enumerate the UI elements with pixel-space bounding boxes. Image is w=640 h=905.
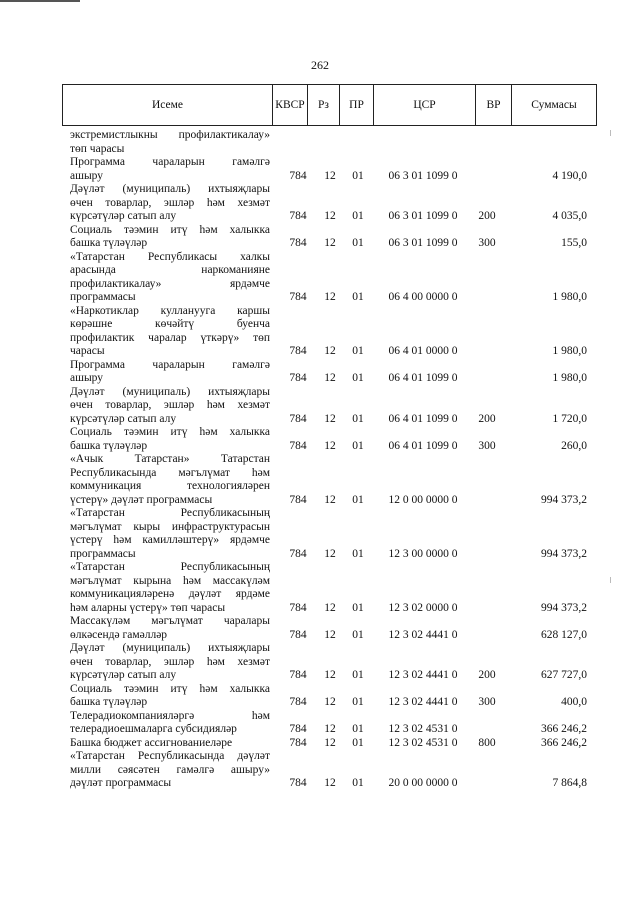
row-name-line: Телерадиокомпанияләргә һәм (70, 709, 270, 722)
row-name-line: өчен товарлар, эшләр һәм хезмәт (70, 399, 270, 411)
row-rz: 12 (324, 345, 336, 357)
row-name-line: мәгълүмат кыры инфраструктурасын (70, 520, 270, 533)
row-name-line: күрсәтүләр сатып алу (70, 210, 177, 222)
row-kbcp: 784 (289, 777, 307, 789)
row-sum: 1 720,0 (552, 412, 587, 425)
row-sum: 994 373,2 (541, 601, 587, 614)
margin-mark (610, 577, 611, 583)
row-name-line: коммуникация технологияләрен (70, 480, 270, 492)
row-name-line: дәүләт программасы (70, 777, 172, 789)
row-pr: 01 (352, 237, 364, 249)
row-name-line: профилактикалау» ярдәмче (70, 277, 270, 290)
row-name-line: «Татарстан Республикасының (70, 561, 270, 573)
row-rz: 12 (324, 628, 336, 641)
row-name-line: башка түләүләр (70, 237, 148, 249)
row-name-line: ашыру (70, 372, 104, 384)
row-kbcp: 784 (289, 291, 307, 303)
row-sum: 1 980,0 (552, 345, 587, 357)
row-rz: 12 (324, 412, 336, 425)
row-vr: 200 (478, 669, 496, 681)
row-csr: 12 3 02 4531 0 (388, 736, 458, 749)
row-name-line: Республикасында мәгълүмат һәм (70, 466, 270, 479)
row-csr: 06 4 01 0000 0 (388, 345, 458, 357)
row-pr: 01 (352, 669, 364, 681)
row-pr: 01 (352, 345, 364, 357)
row-name-line: мәгълүмат кырына һәм массакүләм (70, 574, 270, 587)
row-sum: 627 727,0 (541, 669, 587, 681)
row-pr: 01 (352, 547, 364, 560)
row-name-line: күрсәтүләр сатып алу (70, 412, 177, 425)
row-kbcp: 784 (289, 493, 307, 506)
header-csr: ЦСР (374, 85, 476, 125)
row-name-line: милли сәясәтен гамәлгә ашыру» (70, 763, 270, 776)
row-name-line: «Татарстан Республикасы халкы (70, 250, 270, 263)
row-rz: 12 (324, 372, 336, 384)
row-name-line: «Ачык Татарстан» Татарстан (70, 453, 270, 465)
header-pr: ПР (340, 85, 374, 125)
row-name-line: төп чарасы (70, 142, 125, 155)
row-csr: 12 3 02 4441 0 (388, 696, 458, 708)
row-kbcp: 784 (289, 439, 307, 452)
row-rz: 12 (324, 210, 336, 222)
row-name-line: «Татарстан Республикасында дәүләт (70, 750, 270, 762)
row-rz: 12 (324, 736, 336, 749)
row-kbcp: 784 (289, 696, 307, 708)
row-name-line: программасы (70, 291, 136, 303)
row-kbcp: 784 (289, 669, 307, 681)
row-sum: 7 864,8 (552, 777, 587, 789)
row-sum: 366 246,2 (541, 736, 587, 749)
row-sum: 994 373,2 (541, 547, 587, 560)
row-pr: 01 (352, 736, 364, 749)
row-vr: 300 (478, 237, 496, 249)
row-sum: 4 190,0 (552, 169, 587, 182)
row-name-line: үстерү» дәүләт программасы (70, 493, 213, 506)
row-csr: 06 3 01 1099 0 (388, 210, 458, 222)
row-sum: 628 127,0 (541, 628, 587, 641)
header-rz: Рз (308, 85, 340, 125)
row-pr: 01 (352, 601, 364, 614)
row-name-line: ашыру (70, 169, 104, 182)
row-name-line: Дәүләт (муниципаль) ихтыяҗлары (70, 183, 270, 195)
row-kbcp: 784 (289, 601, 307, 614)
row-name-line: Социаль тәэмин итү һәм халыкка (70, 223, 270, 236)
row-vr: 300 (478, 696, 496, 708)
row-name-line: башка түләүләр (70, 439, 148, 452)
row-csr: 06 4 00 0000 0 (388, 291, 458, 303)
row-pr: 01 (352, 412, 364, 425)
row-rz: 12 (324, 169, 336, 182)
row-pr: 01 (352, 291, 364, 303)
row-pr: 01 (352, 696, 364, 708)
row-name-line: үстерү һәм камилләштерү» ярдәмче (70, 534, 270, 546)
row-sum: 366 246,2 (541, 723, 587, 735)
row-rz: 12 (324, 493, 336, 506)
row-sum: 1 980,0 (552, 372, 587, 384)
row-csr: 12 3 02 4441 0 (388, 628, 458, 641)
row-pr: 01 (352, 169, 364, 182)
row-kbcp: 784 (289, 412, 307, 425)
row-name-line: башка түләүләр (70, 696, 148, 708)
row-vr: 200 (478, 210, 496, 222)
row-name-line: Социаль тәэмин итү һәм халыкка (70, 682, 270, 695)
row-vr: 800 (478, 736, 496, 749)
row-kbcp: 784 (289, 345, 307, 357)
row-name-line: Программа чараларын гамәлгә (70, 156, 270, 168)
row-name-line: һәм аларны үстерү» төп чарасы (70, 601, 226, 614)
row-vr: 200 (478, 412, 496, 425)
header-name: Исеме (63, 85, 273, 125)
row-rz: 12 (324, 696, 336, 708)
row-kbcp: 784 (289, 237, 307, 249)
row-pr: 01 (352, 628, 364, 641)
row-pr: 01 (352, 372, 364, 384)
row-sum: 260,0 (561, 439, 587, 452)
row-sum: 4 035,0 (552, 210, 587, 222)
row-kbcp: 784 (289, 628, 307, 641)
row-kbcp: 784 (289, 372, 307, 384)
row-pr: 01 (352, 723, 364, 735)
row-name-line: Социаль тәэмин итү һәм халыкка (70, 426, 270, 438)
header-vr: ВР (476, 85, 512, 125)
row-csr: 12 3 00 0000 0 (388, 547, 458, 560)
row-pr: 01 (352, 777, 364, 789)
row-pr: 01 (352, 439, 364, 452)
row-name-line: өлкәсендә гамәлләр (70, 628, 168, 641)
margin-mark (610, 130, 611, 136)
row-sum: 1 980,0 (552, 291, 587, 303)
row-csr: 12 3 02 4441 0 (388, 669, 458, 681)
row-rz: 12 (324, 439, 336, 452)
row-name-line: өчен товарлар, эшләр һәм хезмәт (70, 655, 270, 668)
row-rz: 12 (324, 723, 336, 735)
page-number: 262 (311, 58, 329, 72)
row-csr: 12 3 02 0000 0 (388, 601, 458, 614)
row-kbcp: 784 (289, 736, 307, 749)
row-csr: 12 3 02 4531 0 (388, 723, 458, 735)
row-name-line: Дәүләт (муниципаль) ихтыяҗлары (70, 642, 270, 654)
row-name-line: телерадиоешмаларга субсидияләр (70, 723, 237, 735)
row-rz: 12 (324, 669, 336, 681)
row-rz: 12 (324, 601, 336, 614)
row-name-line: Дәүләт (муниципаль) ихтыяҗлары (70, 385, 270, 398)
row-name-line: профилактик чаралар үткәрү» төп (70, 331, 270, 344)
row-csr: 06 4 01 1099 0 (388, 412, 458, 425)
row-name-line: арасында наркоманияне (70, 264, 270, 276)
row-csr: 06 4 01 1099 0 (388, 439, 458, 452)
header-kbcp: КВСР (273, 85, 308, 125)
row-kbcp: 784 (289, 547, 307, 560)
row-pr: 01 (352, 210, 364, 222)
row-name-line: Башка бюджет ассигнованиеләре (70, 736, 233, 749)
row-name-line: Программа чараларын гамәлгә (70, 358, 270, 371)
row-csr: 12 0 00 0000 0 (388, 493, 458, 506)
row-name-line: чарасы (70, 345, 105, 357)
row-rz: 12 (324, 547, 336, 560)
row-rz: 12 (324, 237, 336, 249)
row-csr: 06 3 01 1099 0 (388, 169, 458, 182)
row-sum: 994 373,2 (541, 493, 587, 506)
row-name-line: көрәшне көчәйтү буенча (70, 318, 270, 330)
row-name-line: программасы (70, 547, 136, 560)
row-csr: 06 3 01 1099 0 (388, 237, 458, 249)
row-name-line: коммуникацияләренә дәүләт ярдәме (70, 588, 270, 600)
row-name-line: «Татарстан Республикасының (70, 507, 270, 519)
row-name-line: өчен товарлар, эшләр һәм хезмәт (70, 196, 270, 209)
row-pr: 01 (352, 493, 364, 506)
row-rz: 12 (324, 777, 336, 789)
row-vr: 300 (478, 439, 496, 452)
row-name-line: экстремистлыкны профилактикалау» (70, 129, 270, 141)
row-name-line: «Наркотиклар кулланууга каршы (70, 304, 270, 317)
row-csr: 20 0 00 0000 0 (388, 777, 458, 789)
header-sum: Суммасы (531, 99, 577, 111)
row-kbcp: 784 (289, 210, 307, 222)
row-sum: 155,0 (561, 237, 587, 249)
row-name-line: күрсәтүләр сатып алу (70, 669, 177, 681)
row-csr: 06 4 01 1099 0 (388, 372, 458, 384)
row-kbcp: 784 (289, 169, 307, 182)
row-sum: 400,0 (561, 696, 587, 708)
row-name-line: Массакүләм мәгълүмат чаралары (70, 615, 270, 627)
row-rz: 12 (324, 291, 336, 303)
row-kbcp: 784 (289, 723, 307, 735)
